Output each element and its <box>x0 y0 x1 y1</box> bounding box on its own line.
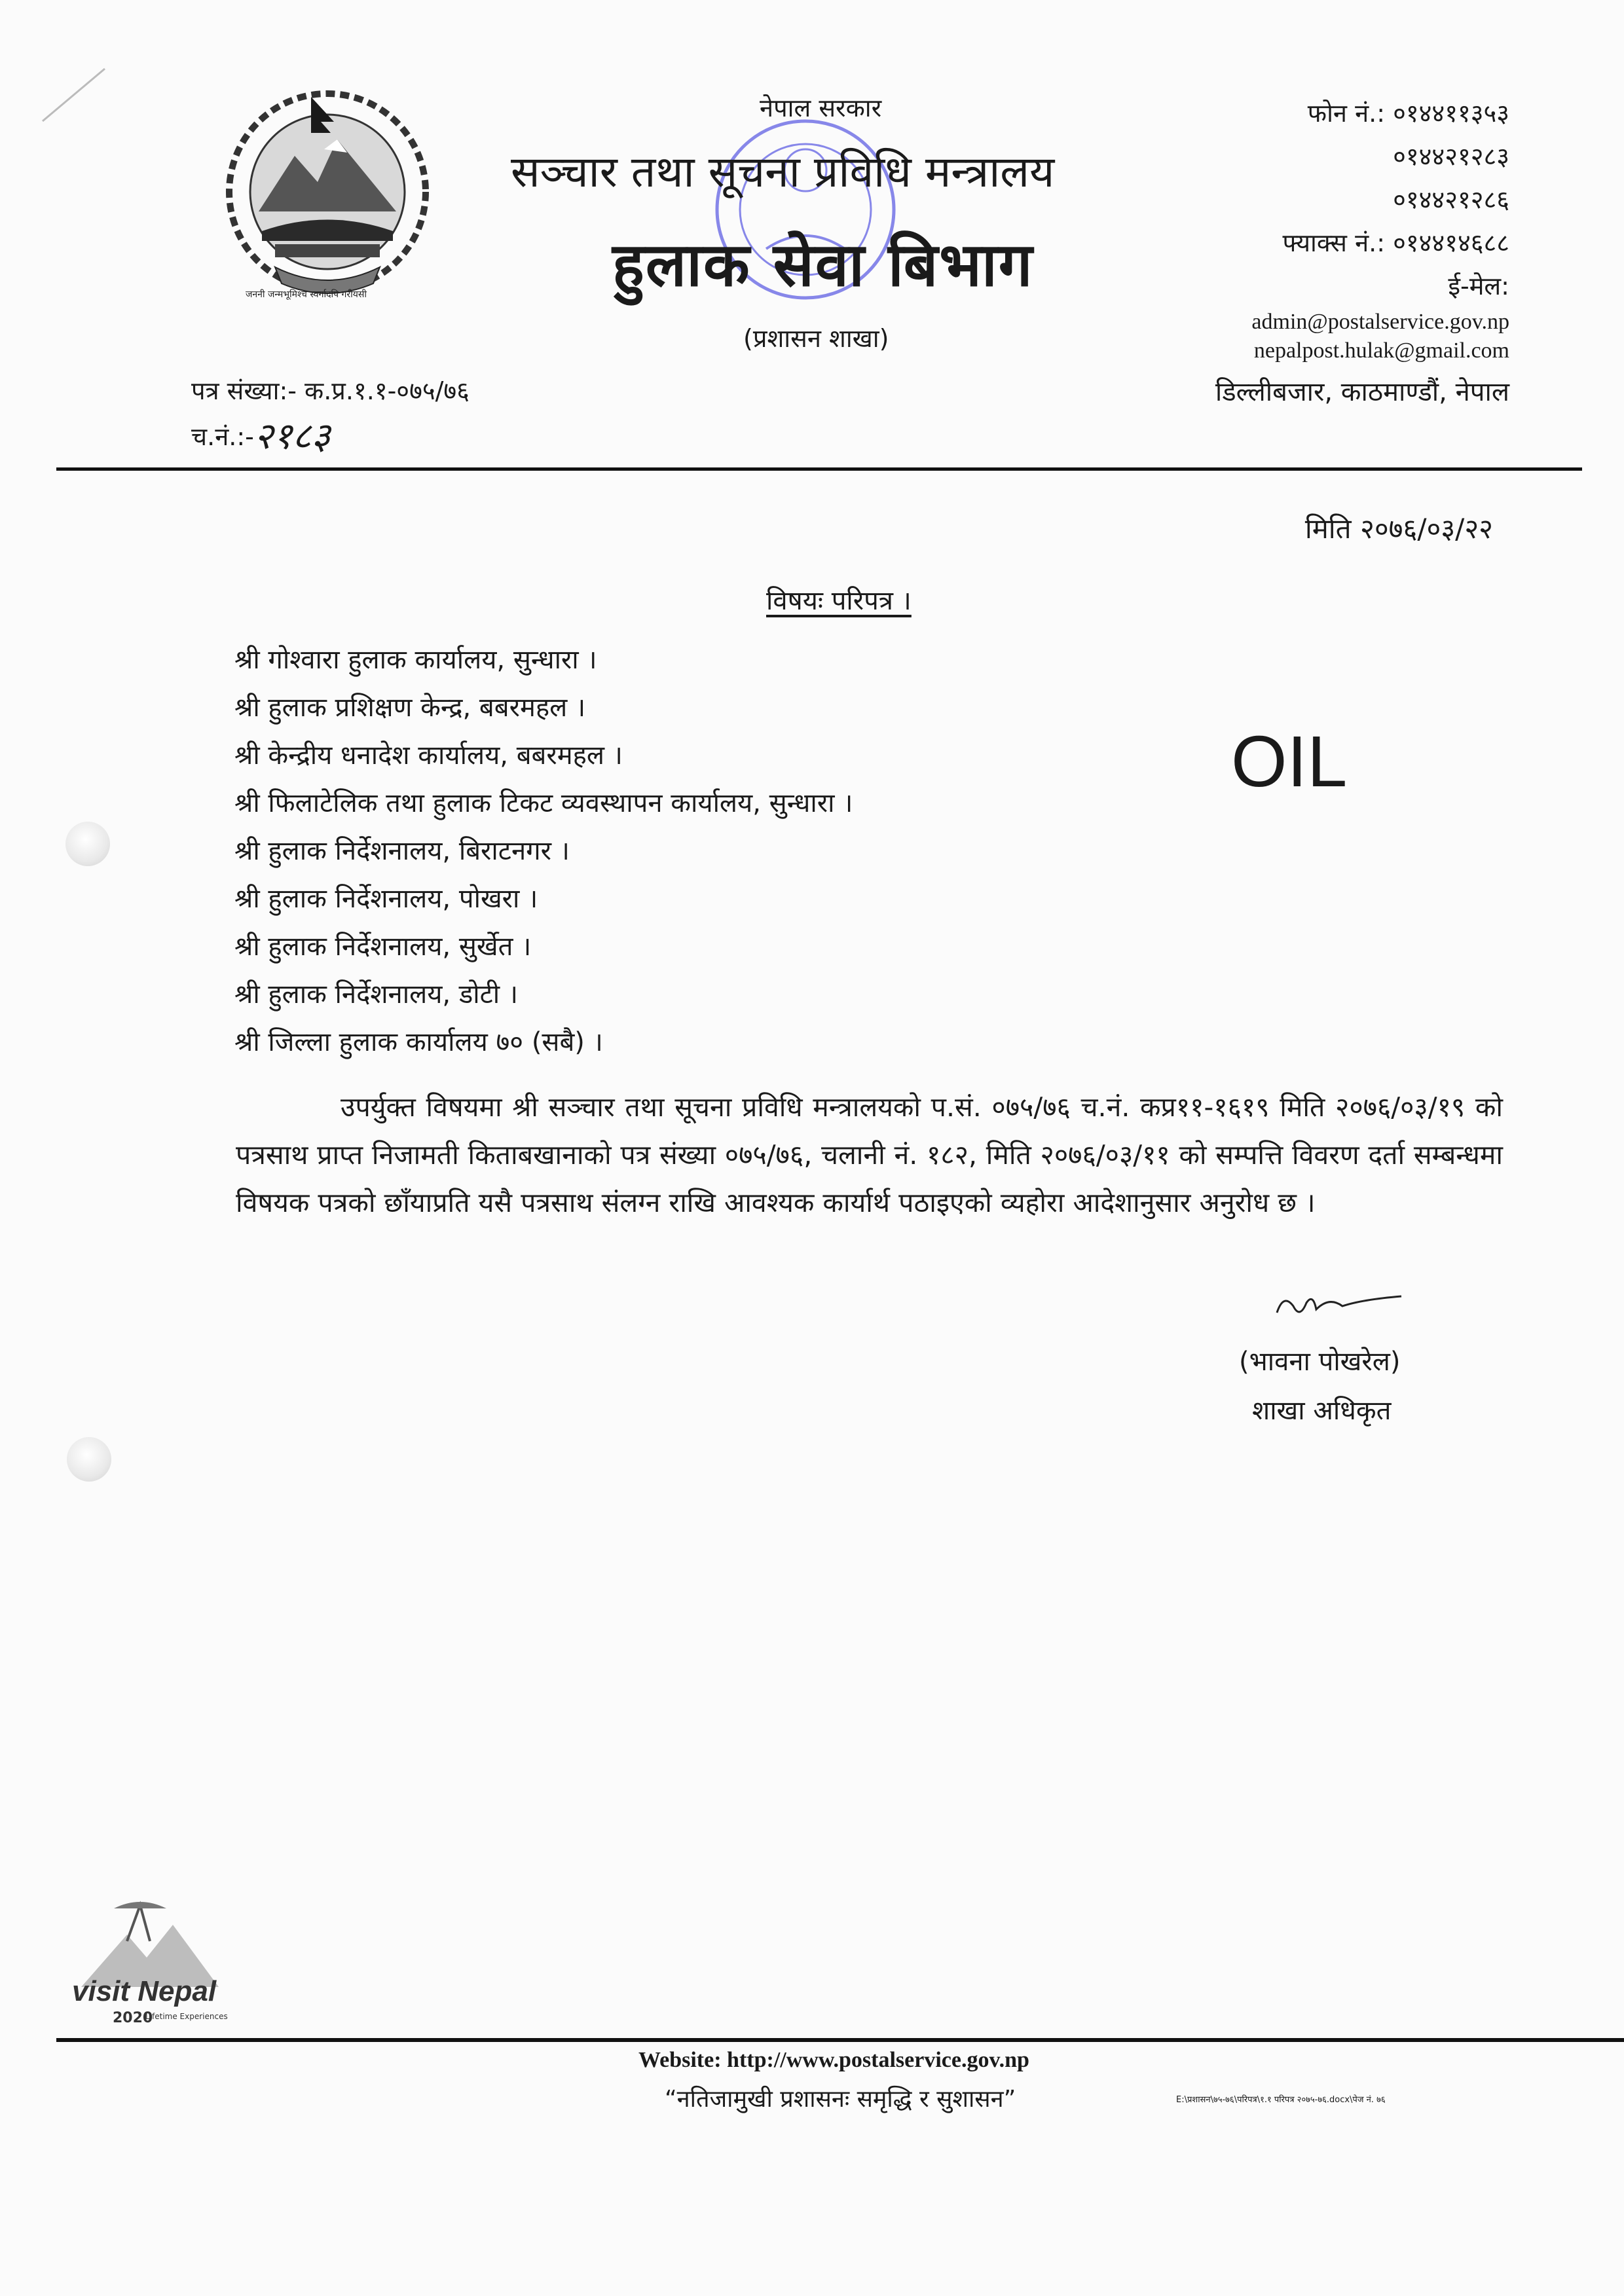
email-label: ई-मेल: <box>1448 272 1509 301</box>
nepal-emblem-icon <box>196 77 458 313</box>
recipient-item: श्री जिल्ला हुलाक कार्यालय ७० (सबै) । <box>234 1027 603 1057</box>
visit-nepal-tagline: Lifetime Experiences <box>145 2012 228 2021</box>
handwritten-mark: OIL <box>1231 721 1348 802</box>
recipient-item: श्री गोश्वारा हुलाक कार्यालय, सुन्धारा । <box>234 645 597 675</box>
visit-nepal-brand: visit Nepal <box>72 1975 217 2007</box>
header-divider <box>56 467 1582 471</box>
ministry-title: सञ्चार तथा सूचना प्रविधि मन्त्रालय <box>511 147 1055 197</box>
recipient-item: श्री हुलाक निर्देशनालय, पोखरा । <box>234 884 538 914</box>
phone-number: ०१४४११३५३ <box>1393 99 1509 128</box>
paper-scratch-mark <box>39 65 111 124</box>
website-link[interactable]: Website: http://www.postalservice.gov.np <box>638 2048 1029 2072</box>
department-title: हुलाक सेवा बिभाग <box>612 230 1034 300</box>
signature-icon <box>1270 1286 1414 1326</box>
contact-block <box>1215 92 1509 414</box>
phone-number: ०१४४२१२८६ <box>1393 185 1509 214</box>
visit-nepal-year: 2020 <box>113 2010 153 2026</box>
recipient-item: श्री हुलाक निर्देशनालय, डोटी । <box>234 979 519 1010</box>
emblem-motto: जननी जन्मभूमिश्च स्वर्गादपि गरीयसी <box>246 289 367 300</box>
file-reference: E:\प्रशासन\७५-७६\परिपत्र\१.१ परिपत्र २०७५-७६.docx\पेज नं. ७६ <box>1176 2095 1386 2105</box>
handwritten-registration-number: २१८३ <box>254 415 331 458</box>
phone-label: फोन नं.: <box>1307 99 1386 128</box>
recipient-item: श्री केन्द्रीय धनादेश कार्यालय, बबरमहल । <box>234 740 623 771</box>
letter-date: मिति २०७६/०३/२२ <box>1304 513 1493 545</box>
signatory-name: (भावना पोखरेल) <box>1239 1347 1401 1377</box>
recipient-list <box>234 636 853 1066</box>
phone-number: ०१४४२१२८३ <box>1393 142 1509 171</box>
recipient-item: श्री हुलाक प्रशिक्षण केन्द्र, बबरमहल । <box>234 693 586 723</box>
email-link[interactable]: nepalpost.hulak@gmail.com <box>1253 338 1509 363</box>
footer-divider <box>56 2038 1624 2042</box>
letter-subject: विषयः परिपत्र । <box>766 586 912 616</box>
registration-label: च.नं.:- <box>191 422 254 451</box>
branch-title: (प्रशासन शाखा) <box>743 324 889 353</box>
email-link[interactable]: admin@postalservice.gov.np <box>1251 310 1509 334</box>
punch-hole <box>65 822 110 866</box>
footer-slogan: “नतिजामुखी प्रशासनः समृद्धि र सुशासन” <box>665 2086 1016 2113</box>
fax-label: फ्याक्स नं.: <box>1282 228 1386 257</box>
fax-line <box>1215 221 1509 264</box>
recipient-item: श्री हुलाक निर्देशनालय, सुर्खेत । <box>234 932 532 962</box>
recipient-item: श्री फिलाटेलिक तथा हुलाक टिकट व्यवस्थापन कार्यालय, सुन्धारा । <box>234 788 853 818</box>
phone-line-1 <box>1215 92 1509 135</box>
signatory-title: शाखा अधिकृत <box>1252 1396 1392 1426</box>
punch-hole <box>67 1437 111 1482</box>
letter-reference: पत्र संख्या:- क.प्र.१.१-०७५/७६ <box>191 376 470 405</box>
office-address: डिल्लीबजार, काठमाण्डौं, नेपाल <box>1215 377 1509 407</box>
government-title: नेपाल सरकार <box>760 94 882 122</box>
visit-nepal-logo <box>68 1895 238 2036</box>
recipient-item: श्री हुलाक निर्देशनालय, बिराटनगर । <box>234 836 570 866</box>
fax-number: ०१४४१४६८८ <box>1393 228 1509 257</box>
letter-body: उपर्युक्त विषयमा श्री सञ्चार तथा सूचना प्रविधि मन्त्रालयको प.सं. ०७५/७६ च.नं. कप्र११-१६१९ मिति २०७६/०३/१९ को पत्रसाथ प्राप्त निजामती किताबखानाको पत्र संख्या ०७५/७६, चलानी नं. १८२, मिति २०७६/०३/११ को सम्पत्ति विवरण दर्ता सम्बन्धमा विषयक पत्रको छाँयाप्रति यसै पत्रसाथ संलग्न राखि आवश्यक कार्यार्थ पठाइएको व्यहोरा आदेशानुसार अनुरोध छ । <box>236 1091 1503 1218</box>
